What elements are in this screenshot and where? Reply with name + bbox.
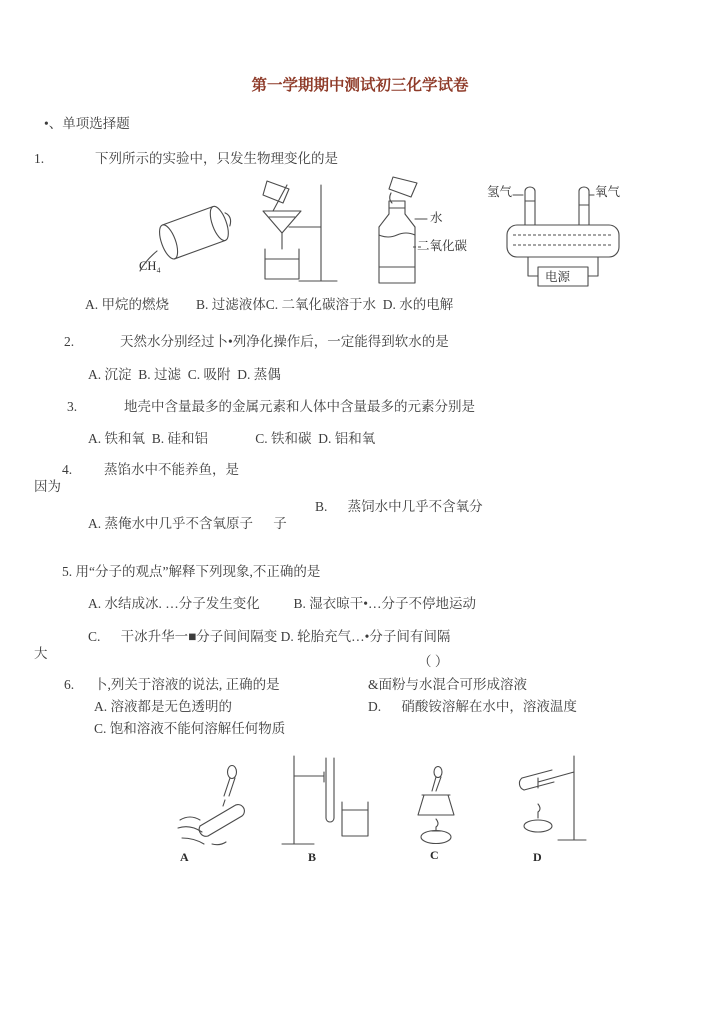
question-5-tail: 大 <box>34 646 48 661</box>
question-1-text: 下列所示的实验中，只发生物理变化的是 <box>95 151 338 166</box>
question-5-text: 5. 用“分子的观点”解释下列现象,不正确的是 <box>62 564 321 579</box>
hydrogen-label: 氢气 <box>487 185 513 199</box>
question-3-number: 3. <box>67 399 78 414</box>
question-2-text: 天然水分别经过卜•列净化操作后，一定能得到软水的是 <box>120 334 449 349</box>
question-2-options: A. 沉淀 B. 过滤 C. 吸附 D. 蒸偶 <box>88 367 281 382</box>
question-5-options-2: C. 干冰升华一■分子间间隔变 D. 轮胎充气…•分子间有间隔 <box>88 629 451 644</box>
question-3-options: A. 铁和氧 B. 硅和铝 C. 铁和碳 D. 铝和氧 <box>88 431 376 446</box>
question-4-number: 4. <box>62 462 73 477</box>
question-6-option-c: C. 饱和溶液不能何溶解任何物质 <box>94 721 286 736</box>
sketch-c-label: C <box>430 848 439 862</box>
answer-bracket: （ ） <box>418 654 449 669</box>
section-header: •、单项选择题 <box>44 116 130 131</box>
oxygen-label: 氧气 <box>595 185 621 199</box>
question-6-option-a: A. 溶液都是无色透明的 <box>94 699 232 714</box>
question-3-text: 地壳中含量最多的金属元素和人体中含量最多的元素分别是 <box>124 399 475 414</box>
question-1-figure <box>125 175 640 297</box>
page-title: 第一学期期中测试初三化学试卷 <box>251 77 469 94</box>
question-4-text-continuation: 因为 <box>34 479 61 494</box>
question-1-number: 1. <box>34 151 45 166</box>
methane-label: CH₄ <box>139 259 161 273</box>
lab-operation-b-illustration <box>278 750 373 850</box>
question-6-option-d: D. 硝酸铵溶解在水中，溶液温度 <box>368 699 577 714</box>
water-label: 水 <box>430 211 443 225</box>
sketch-a-label: A <box>180 850 189 864</box>
question-2-number: 2. <box>64 334 75 349</box>
question-6-text: 卜,列关于溶液的说法, 正确的是 <box>94 677 280 692</box>
question-6-figure <box>158 750 603 872</box>
lab-operation-d-illustration <box>508 752 588 850</box>
question-5-options-1: A. 水结成冰. …分子发生变化 B. 湿衣晾干•…分子不停地运动 <box>88 596 476 611</box>
power-supply-label: 电源 <box>545 270 571 284</box>
question-6-number: 6. <box>64 677 75 692</box>
question-6-right-1: &面粉与水混合可形成溶液 <box>368 677 528 692</box>
filtration-illustration <box>237 175 342 290</box>
question-4-text: 蒸馅水中不能养鱼，是 <box>104 462 239 477</box>
lab-operation-c-illustration <box>408 765 478 848</box>
sketch-b-label: B <box>308 850 317 864</box>
sketch-d-label: D <box>533 850 542 864</box>
lab-operation-a-illustration <box>168 762 268 850</box>
co2-label: 二氧化碳 <box>417 239 468 253</box>
question-1-options: A. 甲烷的燃烧 B. 过滤液体C. 二氧化碳溶于水 D. 水的电解 <box>85 297 454 312</box>
question-4-option-a: A. 蒸俺水中几乎不含氧原子 子 <box>88 516 287 531</box>
co2-bottle-illustration <box>365 175 480 293</box>
question-4-option-b: B. 蒸饲水中几乎不含氧分 <box>315 499 483 514</box>
